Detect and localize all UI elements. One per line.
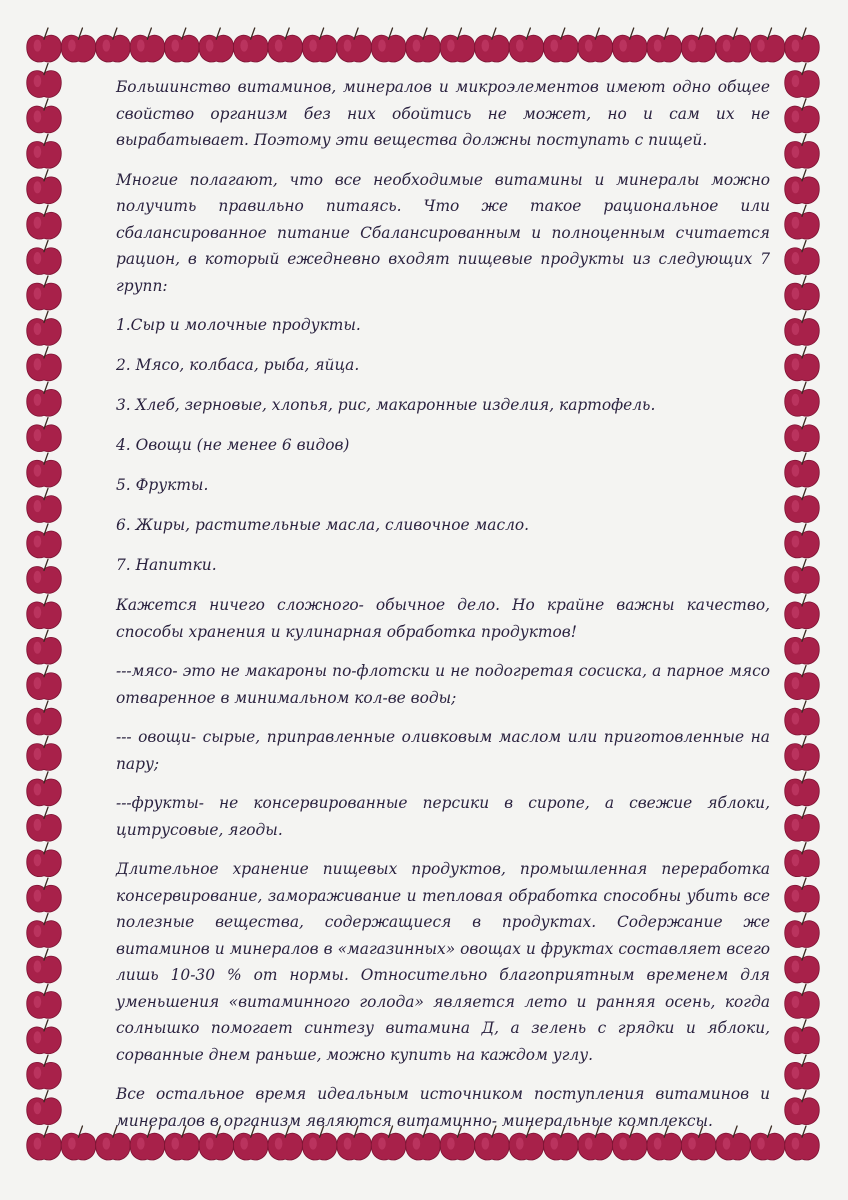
apple-icon xyxy=(27,1020,62,1054)
apple-icon xyxy=(61,1126,96,1160)
apple-icon xyxy=(27,1091,62,1125)
apple-icon xyxy=(785,1055,820,1089)
apple-icon xyxy=(27,453,62,487)
apple-icon xyxy=(785,630,820,664)
apple-icon xyxy=(785,807,820,841)
apple-icon xyxy=(27,1055,62,1089)
apple-icon xyxy=(440,28,475,62)
apple-icon xyxy=(785,311,820,345)
apple-icon xyxy=(785,1126,820,1160)
apple-icon xyxy=(406,28,441,62)
balanced-diet-paragraph: Многие полагают, что все необходимые витамины и минералы можно получить правильно питаясь. Что же такое рациональное или сбалансированное питание Сбалансированным и полноценным считается рацион, в который ежедневно входят пищевые продукты из следующих 7 групп: xyxy=(116,170,770,295)
apple-icon xyxy=(27,382,62,416)
storage-paragraph: Длительное хранение пищевых продуктов, промышленная переработка консервирование, замораживание и тепловая обработка способны убить все полезные вещества, содержащиеся в продуктах. Содержание же витаминов и минералов в «магазинных» овощах и фруктах составляет всего лишь 10-30 % от нормы. Относительно благоприятным временем для уменьшения «витаминного голода» является лето и ранняя осень, когда солнышко помогает синтезу витамина Д, а зелень с грядки и яблоки, сорванные днем раньше, можно купить на каждом углу. xyxy=(116,860,770,1064)
apple-icon xyxy=(27,1126,62,1160)
apple-icon xyxy=(27,595,62,629)
apple-icon xyxy=(27,347,62,381)
apple-icon xyxy=(199,28,234,62)
apple-icon xyxy=(27,984,62,1018)
apple-icon xyxy=(27,913,62,947)
apple-icon xyxy=(27,666,62,700)
apple-icon xyxy=(785,949,820,983)
intro-paragraph: Большинство витаминов, минералов и микроэлементов имеют одно общее свойство организм без них обойтись не может, но и сам их не вырабатывает. Поэтому эти вещества должны поступать с пищей. xyxy=(116,78,770,149)
apple-icon xyxy=(61,28,96,62)
apple-icon xyxy=(681,28,716,62)
apple-icon xyxy=(165,28,200,62)
apple-icon xyxy=(785,913,820,947)
apple-icon xyxy=(785,418,820,452)
apple-icon xyxy=(785,701,820,735)
food-group-item: 5. Фрукты. xyxy=(116,476,209,494)
apple-icon xyxy=(785,170,820,204)
example-vegetables: --- овощи- сырые, приправленные оливковым маслом или приготовленные на пару; xyxy=(116,728,770,773)
apple-icon xyxy=(785,843,820,877)
apple-icon xyxy=(785,595,820,629)
apple-icon xyxy=(716,28,751,62)
apple-icon xyxy=(544,28,579,62)
food-group-item: 1.Сыр и молочные продукты. xyxy=(116,316,361,334)
apple-icon xyxy=(27,170,62,204)
apple-icon xyxy=(785,205,820,239)
apple-icon xyxy=(27,28,62,62)
apple-icon xyxy=(302,28,337,62)
apple-icon xyxy=(27,807,62,841)
apple-icon xyxy=(785,772,820,806)
apple-icon xyxy=(785,99,820,133)
quality-paragraph: Кажется ничего сложного- обычное дело. Но крайне важны качество, способы хранения и кулинарная обработка продуктов! xyxy=(116,596,770,641)
apple-icon xyxy=(509,28,544,62)
apple-icon xyxy=(27,878,62,912)
apple-icon xyxy=(647,28,682,62)
food-group-item: 6. Жиры, растительные масла, сливочное масло. xyxy=(116,516,530,534)
apple-icon xyxy=(268,28,303,62)
apple-icon xyxy=(785,524,820,558)
apple-icon xyxy=(785,134,820,168)
apple-icon xyxy=(27,843,62,877)
apple-icon xyxy=(27,772,62,806)
apple-icon xyxy=(750,28,785,62)
food-group-item: 2. Мясо, колбаса, рыба, яйца. xyxy=(116,356,360,374)
apple-icon xyxy=(337,28,372,62)
food-group-item: 4. Овощи (не менее 6 видов) xyxy=(116,436,350,454)
apple-icon xyxy=(27,99,62,133)
apple-icon xyxy=(96,28,131,62)
apple-icon xyxy=(27,205,62,239)
apple-icon xyxy=(27,134,62,168)
apple-icon xyxy=(27,949,62,983)
apple-icon xyxy=(785,382,820,416)
apple-icon xyxy=(27,276,62,310)
apple-icon xyxy=(785,559,820,593)
apple-icon xyxy=(785,736,820,770)
apple-icon xyxy=(27,241,62,275)
apple-icon xyxy=(785,276,820,310)
apple-icon xyxy=(785,1020,820,1054)
example-meat: ---мясо- это не макароны по-флотски и не подогретая сосиска, а парное мясо отваренное в минимальном кол-ве воды; xyxy=(116,662,770,707)
apple-icon xyxy=(578,28,613,62)
apple-icon xyxy=(27,559,62,593)
apple-icon xyxy=(785,878,820,912)
apple-icon xyxy=(27,418,62,452)
apple-icon xyxy=(475,28,510,62)
apple-icon xyxy=(785,28,820,62)
apple-icon xyxy=(785,347,820,381)
apple-icon xyxy=(785,984,820,1018)
apple-icon xyxy=(785,241,820,275)
apple-icon xyxy=(785,453,820,487)
apple-icon xyxy=(371,28,406,62)
apple-icon xyxy=(27,488,62,522)
apple-icon xyxy=(27,736,62,770)
apple-icon xyxy=(27,524,62,558)
apple-icon xyxy=(785,666,820,700)
food-group-item: 3. Хлеб, зерновые, хлопья, рис, макаронные изделия, картофель. xyxy=(116,396,656,414)
apple-icon xyxy=(785,488,820,522)
apple-icon xyxy=(27,63,62,97)
apple-icon xyxy=(130,28,165,62)
apple-icon xyxy=(785,1091,820,1125)
food-group-item: 7. Напитки. xyxy=(116,556,217,574)
apple-icon xyxy=(27,701,62,735)
apple-icon xyxy=(785,63,820,97)
apple-icon xyxy=(27,311,62,345)
apple-icon xyxy=(27,630,62,664)
apple-icon xyxy=(233,28,268,62)
closing-paragraph: Все остальное время идеальным источником поступления витаминов и минералов в организм являются витаминно- минеральные комплексы. xyxy=(116,1085,770,1130)
article-body xyxy=(116,74,770,1130)
example-fruits: ---фрукты- не консервированные персики в сиропе, а свежие яблоки, цитрусовые, ягоды. xyxy=(116,794,770,839)
apple-icon xyxy=(612,28,647,62)
